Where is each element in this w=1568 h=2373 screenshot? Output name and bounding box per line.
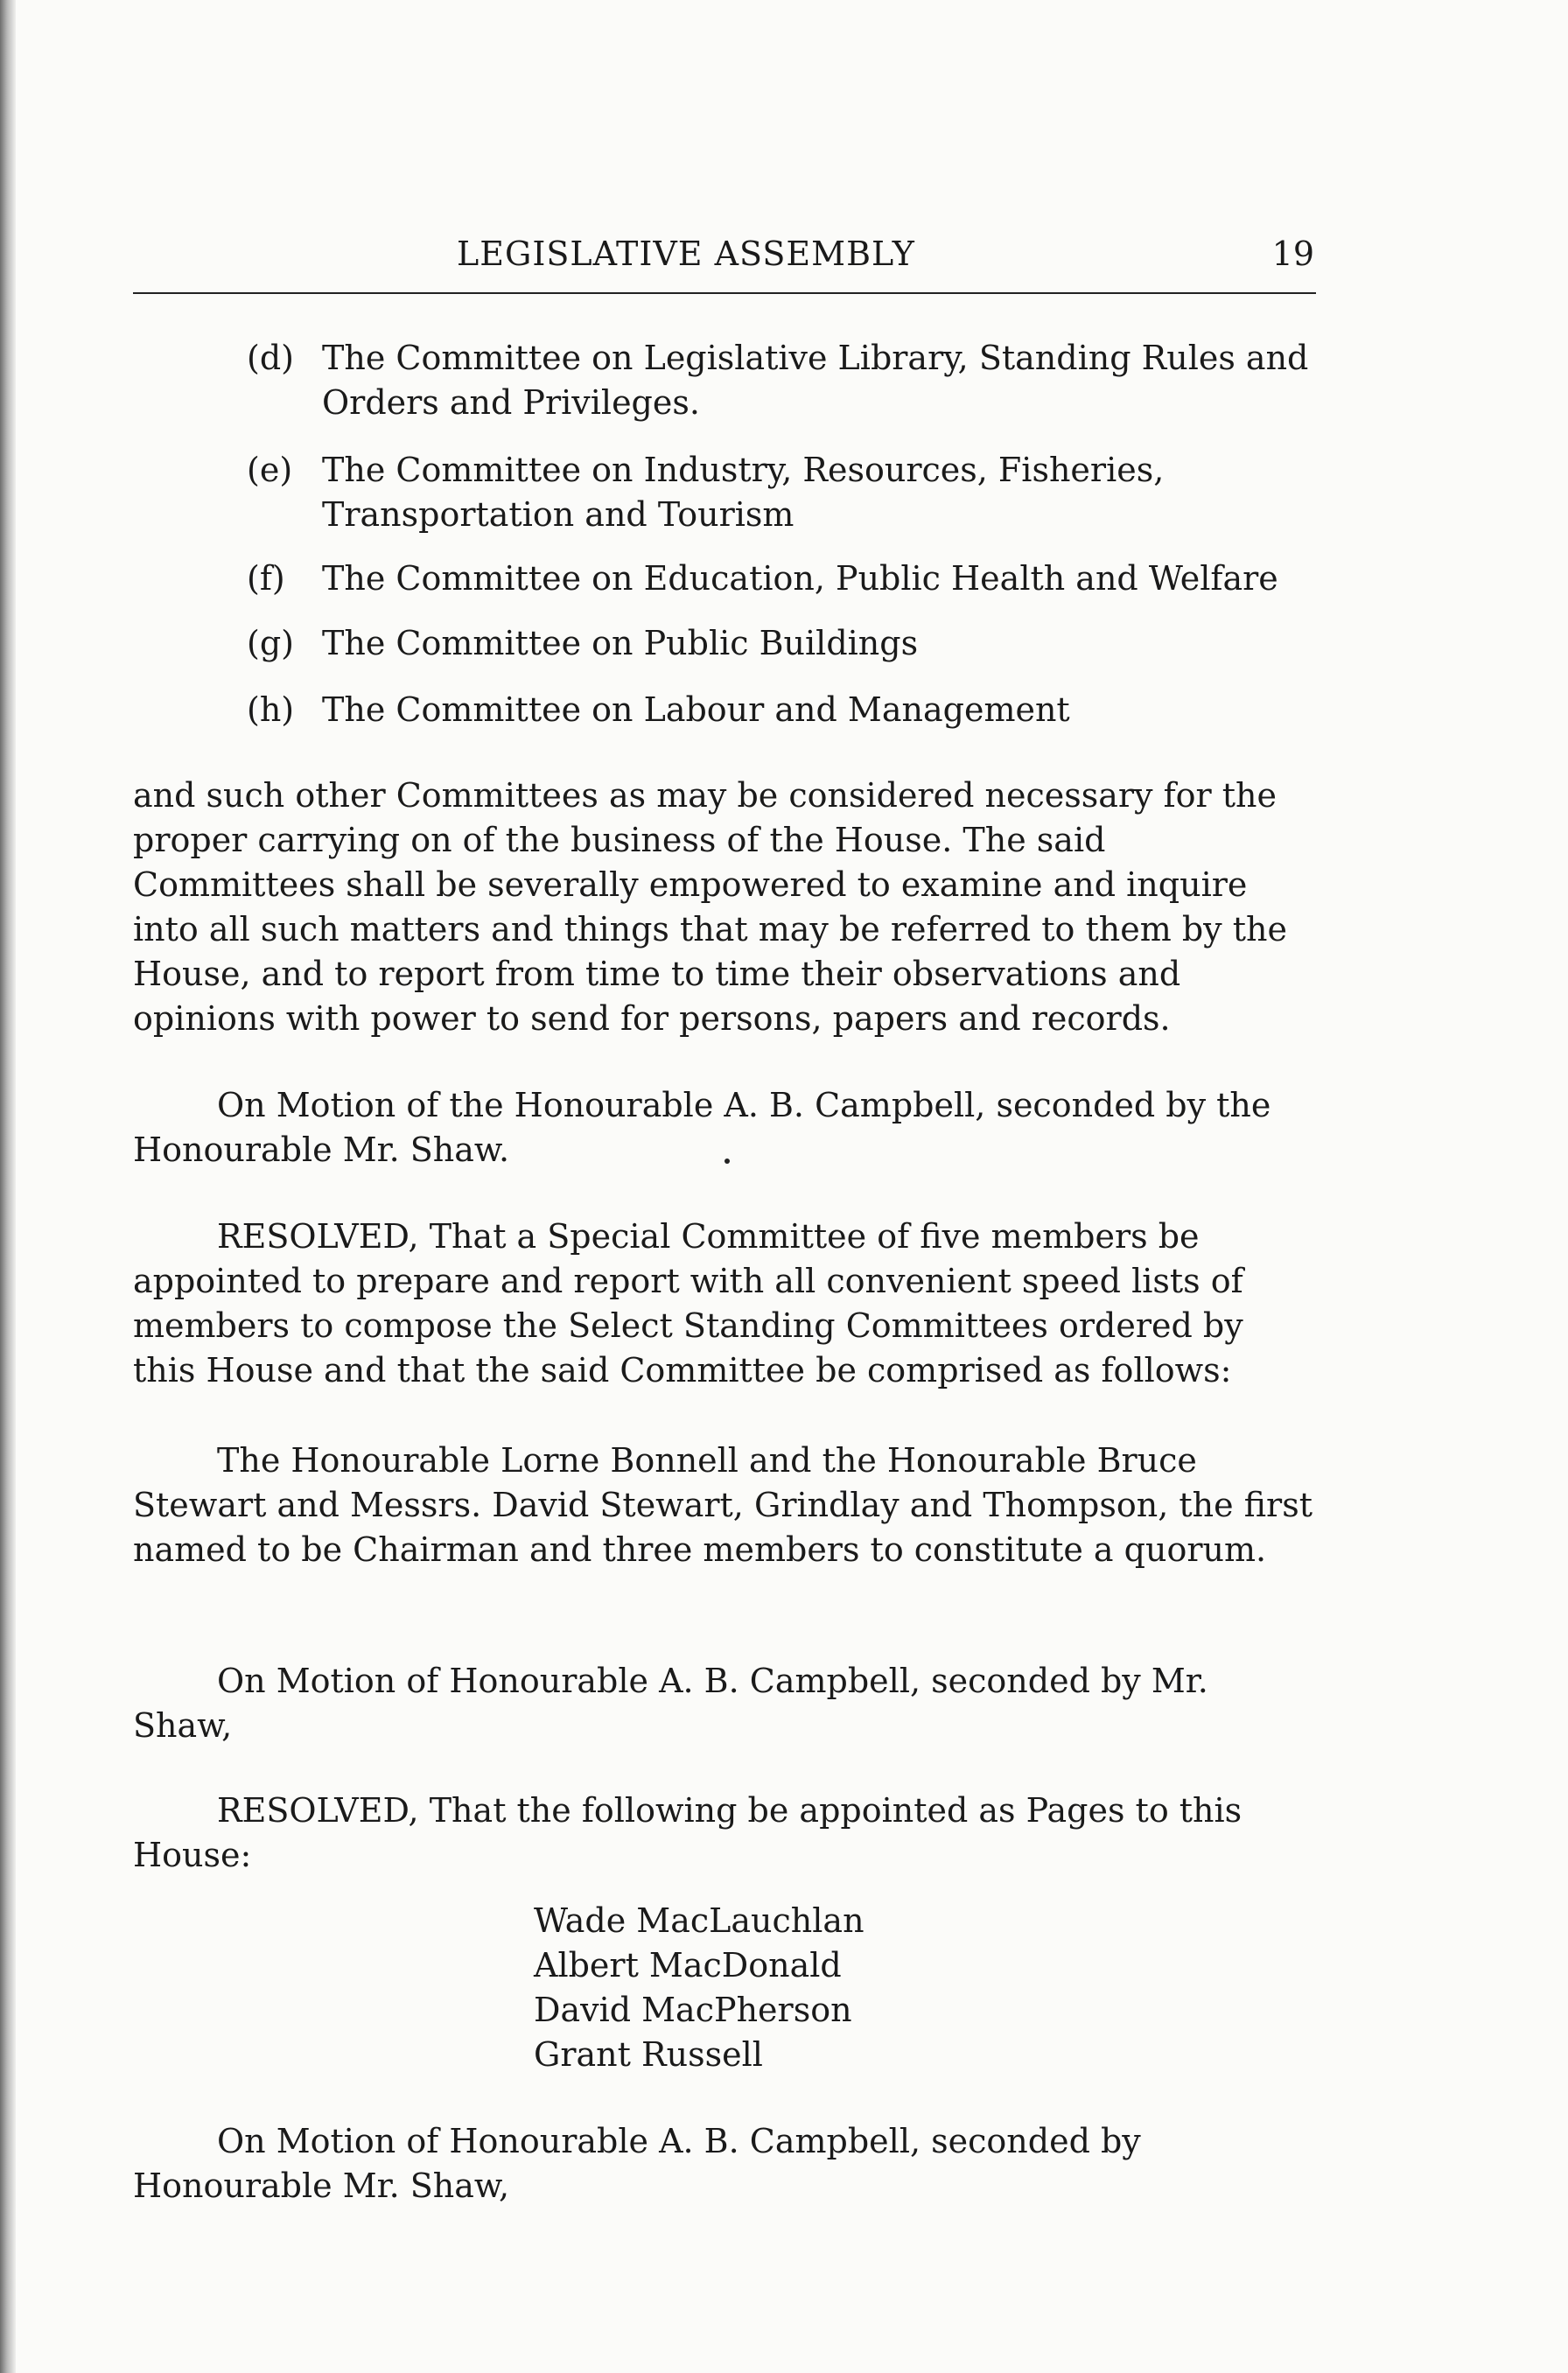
paragraph-committee-members: The Honourable Lorne Bonnell and the Honourable Bruce Stewart and Messrs. David Stewart, Grindlay and Thompson, the first named to be Chairman and three members to constitute a quorum. xyxy=(133,1441,1312,1569)
page-title: LEGISLATIVE ASSEMBLY xyxy=(457,234,915,273)
list-marker: (e) xyxy=(247,451,293,489)
list-item-committee-d xyxy=(247,336,1316,425)
list-item: Wade MacLauchlan xyxy=(534,1901,864,1940)
list-item-committee-e xyxy=(247,448,1316,537)
list-item-committee-h xyxy=(247,688,1316,732)
list-item: David MacPherson xyxy=(534,1991,852,2029)
paragraph-other-committees: and such other Committees as may be considered necessary for the proper carrying on of the business of the House. The said Committees shall be severally empowered to examine and inquire into all such matters and things that may be referred to them by the House, and to report from time to time their observations and opinions with power to send for persons, papers and records. xyxy=(133,776,1287,1038)
list-item-committee-g xyxy=(247,621,1316,666)
list-item-text: The Committee on Legislative Library, Standing Rules and Orders and Privileges. xyxy=(322,339,1309,422)
paragraph-resolved-pages: RESOLVED, That the following be appointed as Pages to this House: xyxy=(133,1791,1242,1874)
list-marker: (f) xyxy=(247,559,285,598)
list-item-text: The Committee on Industry, Resources, Fisheries, Transportation and Tourism xyxy=(322,451,1165,534)
paragraph-motion-2: On Motion of Honourable A. B. Campbell, seconded by Mr. Shaw, xyxy=(133,1662,1208,1745)
list-item: Grant Russell xyxy=(534,2035,763,2074)
list-item-text: The Committee on Education, Public Health and Welfare xyxy=(322,559,1278,598)
list-marker: (g) xyxy=(247,624,294,662)
stray-mark xyxy=(724,1158,730,1164)
pages-names-list xyxy=(534,1899,864,2077)
list-item-committee-f xyxy=(247,556,1316,601)
page-edge-shadow xyxy=(0,0,16,2373)
paragraph-motion-1: On Motion of the Honourable A. B. Campbell, seconded by the Honourable Mr. Shaw. xyxy=(133,1086,1271,1169)
paragraph-resolved-special-committee: RESOLVED, That a Special Committee of five members be appointed to prepare and report with all convenient speed lists of members to compose the Select Standing Committees ordered by this House and that the said Committee be comprised as follows: xyxy=(133,1217,1243,1390)
list-marker: (h) xyxy=(247,690,295,729)
list-marker: (d) xyxy=(247,339,294,377)
list-item-text: The Committee on Public Buildings xyxy=(322,624,919,662)
page-number: 19 xyxy=(1271,234,1314,273)
list-item-text: The Committee on Labour and Management xyxy=(322,690,1070,729)
header-rule xyxy=(133,292,1316,294)
paragraph-motion-3: On Motion of Honourable A. B. Campbell, seconded by Honourable Mr. Shaw, xyxy=(133,2122,1141,2205)
list-item: Albert MacDonald xyxy=(534,1946,842,1984)
running-header xyxy=(133,234,1316,285)
